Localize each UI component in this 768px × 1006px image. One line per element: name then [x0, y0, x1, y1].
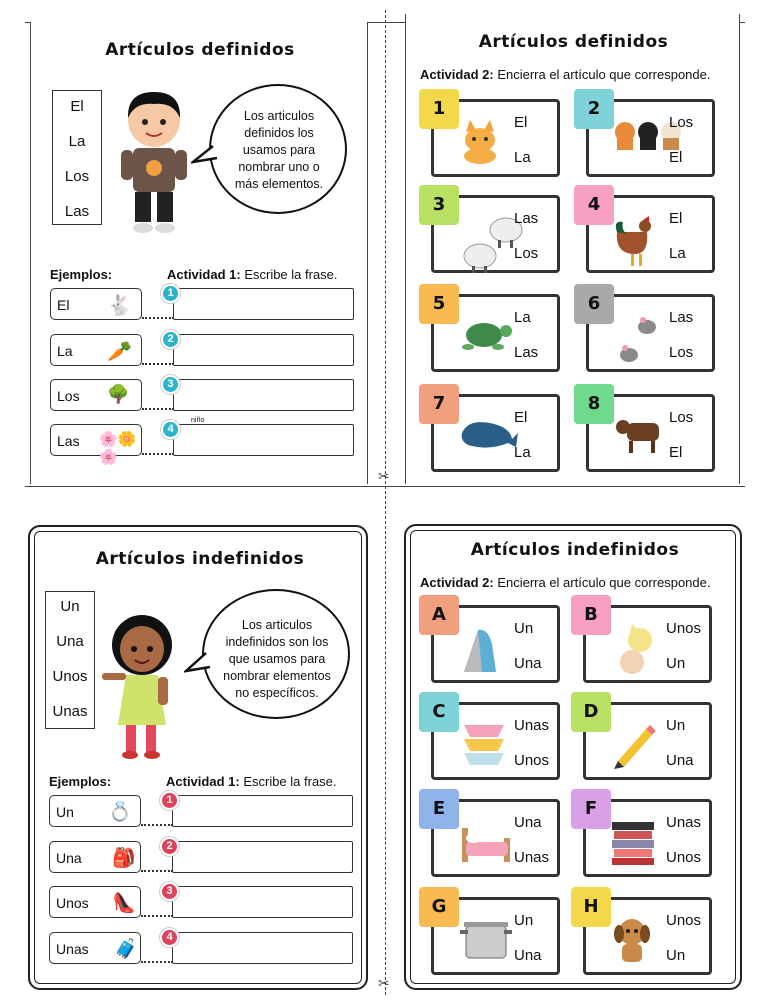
- article-option[interactable]: Una: [514, 947, 542, 964]
- article-item: Los: [64, 168, 90, 185]
- article-item: Unos: [52, 668, 88, 685]
- number-badge: 3: [161, 375, 180, 394]
- article-option[interactable]: Las: [514, 210, 539, 227]
- article-option[interactable]: Un: [514, 620, 534, 637]
- panel-definidos-intro: [30, 22, 368, 484]
- article-item: Unas: [52, 703, 88, 720]
- number-badge: 2: [160, 837, 179, 856]
- article-option[interactable]: El: [669, 210, 683, 227]
- example-word: La: [57, 343, 73, 359]
- activity-number: Actividad 1:: [166, 774, 240, 789]
- girl-illustration: [98, 615, 182, 760]
- dotted-connector: [141, 961, 173, 963]
- number-badge: 3: [160, 882, 179, 901]
- article-option[interactable]: Un: [666, 655, 686, 672]
- boy-illustration: [113, 88, 195, 238]
- number-badge: 4: [161, 420, 180, 439]
- writing-line[interactable]: [172, 932, 353, 964]
- article-option[interactable]: La: [669, 245, 686, 262]
- page-title: Artículos definidos: [105, 40, 295, 60]
- number-badge: 2: [161, 330, 180, 349]
- article-item: Una: [56, 633, 84, 650]
- page-title: Artículos indefinidos: [470, 540, 680, 560]
- article-option[interactable]: Una: [514, 655, 542, 672]
- dotted-connector: [142, 317, 174, 319]
- example-word: Las: [57, 433, 80, 449]
- writing-line[interactable]: [172, 841, 353, 873]
- article-option[interactable]: La: [514, 309, 531, 326]
- example-word: Una: [56, 850, 82, 866]
- dotted-connector: [142, 408, 174, 410]
- article-option[interactable]: Unas: [514, 717, 550, 734]
- article-list: [52, 90, 102, 225]
- card-number-tag: E: [419, 789, 459, 829]
- activity-instruction: Escribe la frase.: [243, 774, 337, 789]
- panel-indefinidos-intro: [28, 525, 368, 990]
- bubble-tail: [191, 142, 221, 172]
- bed-icon: [458, 818, 514, 871]
- activity-number: Actividad 1:: [167, 267, 241, 282]
- card-number-tag: F: [571, 789, 611, 829]
- article-option[interactable]: La: [514, 444, 531, 461]
- dotted-connector: [141, 824, 173, 826]
- scissors-icon: ✂: [378, 468, 390, 484]
- pencil-icon: [610, 721, 658, 774]
- article-option[interactable]: Los: [669, 114, 694, 131]
- example-box: [50, 379, 142, 411]
- example-box: [50, 424, 142, 466]
- bull-icon: [613, 413, 669, 460]
- trees-icon: 🌳: [107, 384, 130, 404]
- scissors-icon: ✂: [378, 975, 390, 991]
- writing-line[interactable]: [172, 886, 353, 918]
- article-item: Un: [60, 598, 80, 615]
- article-option[interactable]: Una: [666, 752, 694, 769]
- card-number-tag: 8: [574, 384, 614, 424]
- page-title: Artículos indefinidos: [95, 549, 305, 569]
- card-number-tag: 5: [419, 284, 459, 324]
- flowers-icon: 🌸🌼🌸: [99, 431, 137, 466]
- mice-icon: [613, 313, 663, 374]
- whale-icon: [458, 413, 520, 458]
- article-item: La: [68, 133, 86, 150]
- activity-label: [166, 774, 337, 789]
- example-word: El: [57, 297, 70, 313]
- article-list: [45, 591, 95, 729]
- example-word: Un: [56, 804, 74, 820]
- card-number-tag: D: [571, 692, 611, 732]
- activity-label: [167, 267, 338, 282]
- activity-label: [420, 67, 711, 82]
- backpack-icon: 🎒: [112, 848, 136, 869]
- examples-label: Ejemplos:: [50, 267, 113, 282]
- article-option[interactable]: Un: [666, 947, 686, 964]
- page-title: Artículos definidos: [478, 32, 669, 52]
- ring-icon: 💍: [108, 802, 132, 823]
- rabbit-icon: 🐇: [107, 295, 132, 317]
- card-number-tag: C: [419, 692, 459, 732]
- speech-bubble: [209, 84, 347, 214]
- shoe-icon: 👠: [112, 893, 136, 914]
- card-number-tag: 2: [574, 89, 614, 129]
- writing-line[interactable]: [173, 424, 354, 456]
- example-box: [49, 932, 141, 964]
- dotted-connector: [142, 363, 174, 365]
- article-option[interactable]: Las: [514, 344, 539, 361]
- iron-icon: [458, 624, 502, 681]
- article-option[interactable]: El: [514, 114, 528, 131]
- dog-icon: [610, 916, 654, 971]
- article-option[interactable]: Los: [669, 344, 694, 361]
- number-badge: 4: [160, 928, 179, 947]
- example-box: [49, 886, 141, 918]
- article-option[interactable]: El: [514, 409, 528, 426]
- activity-number: Actividad 2:: [420, 575, 494, 590]
- article-option[interactable]: Unas: [514, 849, 550, 866]
- card-number-tag: A: [419, 595, 459, 635]
- example-box: [50, 334, 142, 366]
- article-item: Las: [64, 203, 90, 220]
- cut-line-vertical: [385, 10, 386, 995]
- example-box: [49, 841, 141, 873]
- rooster-icon: [613, 214, 657, 275]
- dotted-connector: [142, 453, 174, 455]
- article-option[interactable]: Un: [666, 717, 686, 734]
- hint-text: niño: [191, 417, 205, 424]
- examples-label: Ejemplos:: [49, 774, 112, 789]
- article-option[interactable]: Una: [514, 814, 542, 831]
- pot-icon: [458, 916, 514, 967]
- cat-icon: [458, 118, 502, 169]
- card-number-tag: 1: [419, 89, 459, 129]
- example-word: Unas: [56, 941, 89, 957]
- article-option[interactable]: Unos: [666, 620, 702, 637]
- writing-line[interactable]: [173, 288, 354, 320]
- activity-instruction: Escribe la frase.: [244, 267, 338, 282]
- cups-icon: [458, 721, 510, 774]
- card-number-tag: 3: [419, 185, 459, 225]
- article-option[interactable]: La: [514, 149, 531, 166]
- article-option[interactable]: Unos: [666, 912, 702, 929]
- article-option[interactable]: Unas: [666, 814, 702, 831]
- carrot-icon: 🥕: [107, 341, 132, 363]
- example-box: [50, 288, 142, 320]
- bubble-tail: [184, 649, 214, 679]
- card-number-tag: H: [571, 887, 611, 927]
- article-option[interactable]: Los: [514, 245, 539, 262]
- writing-line[interactable]: [172, 795, 353, 827]
- card-number-tag: 6: [574, 284, 614, 324]
- activity-label: [420, 575, 711, 590]
- kittens-icon: [610, 624, 666, 681]
- turtle-icon: [458, 313, 514, 358]
- suitcases-icon: 🧳: [114, 939, 138, 960]
- dotted-connector: [141, 870, 173, 872]
- card-number-tag: 4: [574, 185, 614, 225]
- card-number-tag: G: [419, 887, 459, 927]
- bubble-text: Los articulos indefinidos son los que usamos para nombrar elementos no específicos.: [223, 618, 331, 700]
- article-option[interactable]: Los: [669, 409, 694, 426]
- writing-line[interactable]: [173, 379, 354, 411]
- article-option[interactable]: El: [669, 444, 683, 461]
- article-item: El: [70, 98, 84, 115]
- article-option[interactable]: Un: [514, 912, 534, 929]
- article-option[interactable]: Las: [669, 309, 694, 326]
- number-badge: 1: [160, 791, 179, 810]
- bubble-text: Los articulos definidos los usamos para nombrar uno o más elementos.: [234, 109, 324, 191]
- number-badge: 1: [161, 284, 180, 303]
- writing-line[interactable]: [173, 334, 354, 366]
- activity-number: Actividad 2:: [420, 67, 494, 82]
- article-option[interactable]: El: [669, 149, 683, 166]
- example-word: Unos: [56, 895, 89, 911]
- card-number-tag: 7: [419, 384, 459, 424]
- example-word: Los: [57, 388, 80, 404]
- speech-bubble: [202, 589, 350, 719]
- article-option[interactable]: Unos: [514, 752, 550, 769]
- article-option[interactable]: Unos: [666, 849, 702, 866]
- books-icon: [610, 818, 656, 871]
- card-number-tag: B: [571, 595, 611, 635]
- activity-instruction: Encierra el artículo que corresponde.: [497, 67, 711, 82]
- dotted-connector: [141, 915, 173, 917]
- example-box: [49, 795, 141, 827]
- activity-instruction: Encierra el artículo que corresponde.: [497, 575, 711, 590]
